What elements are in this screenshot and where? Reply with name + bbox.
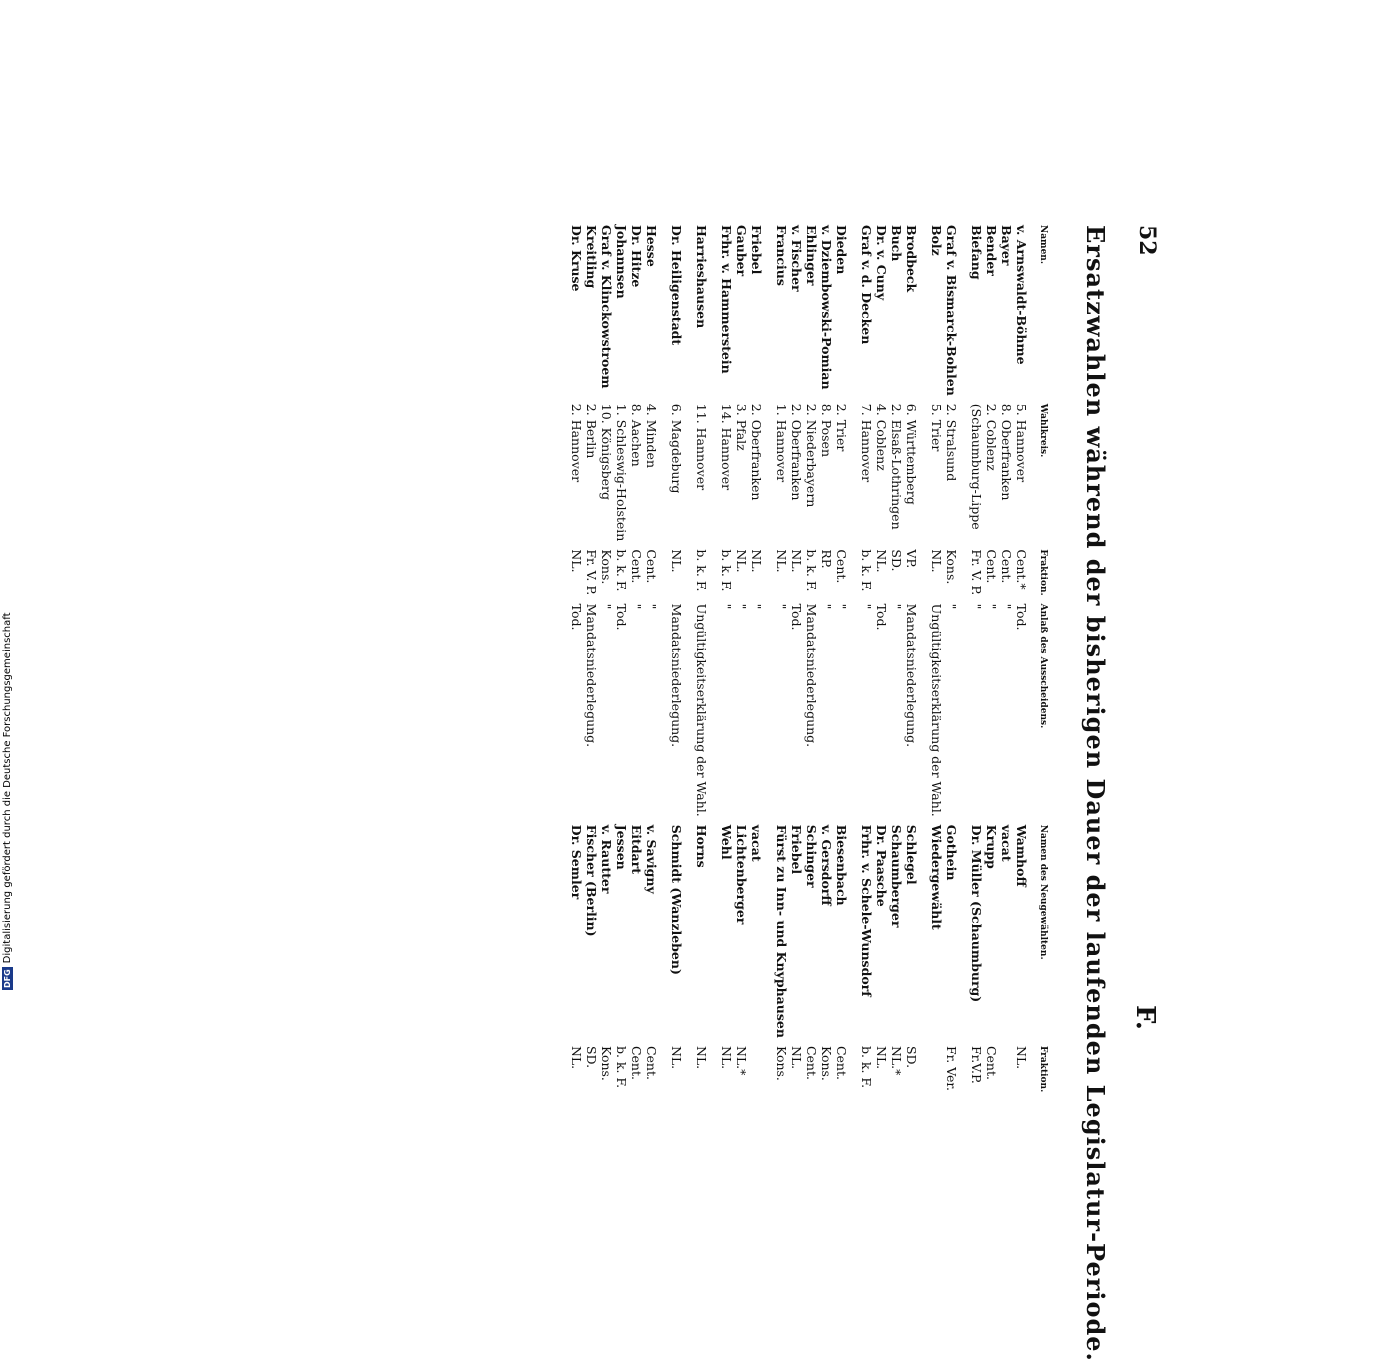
cell-neu: Schlegel [904, 824, 919, 885]
table-row [859, 225, 874, 1100]
cell-anlass: " [644, 603, 659, 610]
cell-name: Bayer [999, 225, 1014, 266]
cell-kreis: 2. Coblenz [984, 403, 999, 471]
cell-kreis: 8. Aachen [629, 403, 644, 467]
cell-kreis: 2. Oberfranken [749, 403, 764, 501]
cell-anlass: " [734, 603, 749, 610]
cell-name: Graf v. d. Decken [859, 225, 874, 345]
cell-name: Harrieshausen [694, 225, 709, 329]
cell-neu: v. Savigny [644, 824, 659, 894]
table-row [669, 225, 694, 1100]
cell-name: Graf v. Bismarck-Bohlen [944, 225, 959, 396]
cell-name: Brodbeck [904, 225, 919, 293]
cell-kreis: 2. Stralsund [944, 403, 959, 482]
header-fraktion-neu: Fraktion. [1038, 1045, 1048, 1093]
cell-fraktion2: NL. [874, 1045, 889, 1070]
cell-fraktion: NL. [749, 549, 764, 573]
cell-anlass: " [859, 603, 874, 610]
cell-anlass: " [944, 603, 959, 610]
cell-kreis: 1. Hannover [774, 403, 789, 483]
cell-fraktion2: Cent. [629, 1045, 644, 1080]
cell-anlass: Tod. [874, 603, 889, 631]
cell-kreis: 2. Trier [834, 403, 849, 452]
cell-neu: Wamhoff [1014, 824, 1029, 887]
cell-anlass: Mandatsniederlegung. [669, 603, 684, 748]
cell-neu: Lichtenberger [734, 824, 749, 925]
cell-fraktion2 [749, 1046, 774, 1100]
cell-neu: vacat [999, 824, 1014, 862]
footer-credit [2, 0, 13, 990]
table-row [789, 225, 804, 1100]
cell-fraktion: NL. [669, 549, 684, 573]
cell-anlass: " [774, 603, 789, 610]
cell-fraktion: Kons. [599, 549, 614, 585]
table-row [584, 225, 599, 1100]
rotated-page-content [270, 225, 1160, 1362]
cell-kreis: 6. Württemberg [904, 403, 919, 505]
cell-fraktion2: NL. [719, 1045, 734, 1070]
table-row [804, 225, 819, 1100]
header-fraktion: Fraktion. [1038, 549, 1048, 596]
page-number: 52 [1134, 225, 1160, 256]
cell-fraktion2: Kons. [599, 1045, 614, 1081]
header-neugewaehlt: Namen des Neugewählten. [1038, 824, 1048, 960]
cell-fraktion: NL. [734, 549, 749, 573]
table-row [889, 225, 904, 1100]
cell-fraktion: SD. [889, 549, 904, 572]
table-row [929, 225, 944, 1100]
cell-fraktion: b. k. F. [694, 549, 709, 592]
cell-name: Friebel [749, 225, 764, 275]
cell-neu: Dr. Müller (Schaumburg) [969, 824, 984, 1003]
cell-fraktion2: SD. [904, 1045, 919, 1069]
cell-kreis: 5. Trier [929, 403, 944, 452]
cell-name: v. Dziembowski-Pomian [819, 225, 834, 390]
cell-name: Dr. v. Cuny [874, 225, 889, 301]
section-letter: F. [1130, 1005, 1160, 1030]
cell-fraktion: Cent. [629, 549, 644, 584]
footer-text: Digitalisierung gefördert durch die Deutsche Forschungsgemeinschaft [2, 612, 13, 964]
cell-anlass: Tod. [1014, 603, 1029, 631]
cell-kreis: 7. Hannover [859, 403, 874, 483]
table-row [944, 225, 969, 1100]
cell-anlass: " [749, 603, 764, 610]
cell-anlass: Mandatsniederlegung. [904, 603, 919, 748]
table-row [629, 225, 644, 1100]
cell-neu: Fischer (Berlin) [584, 824, 599, 937]
cell-neu: Jessen [614, 824, 629, 870]
cell-fraktion: b. k. F. [859, 549, 874, 592]
cell-neu: Wiedergewählt [929, 824, 944, 930]
cell-neu: Gothein [944, 824, 959, 881]
cell-neu: Eitdart [629, 824, 644, 875]
cell-kreis: 4. Minden [644, 403, 659, 468]
cell-name: Biefang [969, 225, 984, 280]
cell-fraktion2: Kons. [774, 1045, 789, 1081]
cell-anlass: " [969, 603, 984, 610]
cell-kreis: 6. Magdeburg [669, 403, 684, 494]
table-row [694, 225, 719, 1100]
cell-fraktion: NL. [774, 549, 789, 573]
cell-fraktion: NL. [789, 549, 804, 573]
cell-neu: Frhr. v. Schele-Wunsdorf [859, 824, 874, 997]
table-row [874, 225, 889, 1100]
table-row [834, 225, 859, 1100]
cell-kreis: 4. Coblenz [874, 403, 889, 471]
table-row [569, 225, 584, 1100]
cell-anlass: Mandatsniederlegung. [804, 603, 819, 748]
cell-neu: v. Rautter [599, 824, 614, 894]
cell-anlass: " [999, 603, 1014, 610]
table-row [984, 225, 999, 1100]
cell-name: Bolz [929, 225, 944, 256]
cell-kreis: 2. Elsaß-Lothringen [889, 403, 904, 530]
cell-name: Kreitling [584, 225, 599, 289]
table-row [749, 225, 774, 1100]
table-row [719, 225, 734, 1100]
table-row [819, 225, 834, 1100]
cell-fraktion2 [929, 1046, 944, 1100]
cell-neu: Schinger [804, 824, 819, 888]
cell-name: Buch [889, 225, 904, 262]
cell-name: Frhr. v. Hammerstein [719, 225, 734, 374]
cell-name: Dr. Kruse [569, 225, 584, 292]
cell-neu: v. Gersdorff [819, 824, 834, 906]
cell-fraktion2: NL.* [734, 1045, 749, 1076]
cell-fraktion: b. k. F. [614, 549, 629, 592]
cell-fraktion: NL. [569, 549, 584, 573]
cell-fraktion2: Kons. [819, 1045, 834, 1081]
cell-fraktion: Cent. [999, 549, 1014, 584]
table-row [1014, 225, 1029, 1100]
cell-neu: Schmidt (Wanzleben) [669, 824, 684, 975]
cell-fraktion2: NL. [694, 1045, 709, 1070]
cell-anlass: Tod. [614, 603, 629, 631]
cell-fraktion: RP. [819, 549, 834, 569]
cell-fraktion: Cent. [834, 549, 849, 584]
cell-anlass: Mandatsniederlegung. [584, 603, 599, 748]
cell-fraktion: Fr. V. P. [584, 549, 599, 596]
cell-name: Johannsen [614, 225, 629, 299]
cell-neu: vacat [749, 824, 764, 862]
cell-kreis: 2. Oberfranken [789, 403, 804, 501]
cell-kreis: 8. Oberfranken [999, 403, 1014, 501]
cell-neu: Wehl [719, 824, 734, 860]
cell-anlass: Tod. [789, 603, 804, 631]
cell-fraktion2: NL. [569, 1045, 584, 1070]
cell-kreis: 3. Pfalz [734, 403, 749, 451]
cell-fraktion2: Fr. Ver. [944, 1045, 959, 1092]
cell-fraktion2: NL. [789, 1045, 804, 1070]
cell-name: Gauber [734, 225, 749, 277]
table-row [644, 225, 669, 1100]
cell-fraktion2: b. k. F. [614, 1045, 629, 1089]
cell-neu: Horns [694, 824, 709, 868]
cell-anlass: " [629, 603, 644, 610]
cell-fraktion2: Cent. [804, 1045, 819, 1080]
dfg-logo: DFG [3, 969, 12, 988]
cell-anlass: " [834, 603, 849, 610]
cell-name: Ehlinger [804, 225, 819, 286]
cell-name: Hesse [644, 225, 659, 267]
cell-fraktion: b. k. F. [719, 549, 734, 592]
cell-kreis: 10. Königsberg [599, 403, 614, 501]
cell-kreis: 11. Hannover [694, 403, 709, 491]
table-row [734, 225, 749, 1100]
cell-anlass: " [599, 603, 614, 610]
cell-name: v. Arnswaldt-Böhme [1014, 225, 1029, 365]
cell-fraktion2: NL. [1014, 1045, 1029, 1070]
cell-fraktion2: Cent. [834, 1045, 849, 1080]
cell-kreis: 1. Schleswig-Holstein [614, 403, 629, 542]
cell-anlass: " [819, 603, 834, 610]
header-wahlkreis: Wahlkreis. [1038, 403, 1048, 458]
cell-neu: Friebel [789, 824, 804, 875]
cell-fraktion: NL. [874, 549, 889, 573]
cell-kreis: 14. Hannover [719, 403, 734, 491]
cell-fraktion2: Fr.V.P. [969, 1045, 984, 1084]
cell-name: Dieden [834, 225, 849, 275]
cell-name: Dr. Heiligenstadt [669, 225, 684, 346]
cell-anlass: Ungültigkeitserklärung der Wahl. [929, 603, 944, 817]
cell-fraktion2: SD. [584, 1045, 599, 1069]
cell-anlass: " [719, 603, 734, 610]
cell-anlass: Ungültigkeitserklärung der Wahl. [694, 603, 709, 817]
election-table [569, 225, 1050, 1100]
cell-fraktion: Cent. [644, 549, 659, 584]
cell-name: Dr. Hitze [629, 225, 644, 288]
cell-name: Graf v. Klinckowstroem [599, 225, 614, 389]
cell-kreis: 8. Posen [819, 403, 834, 457]
cell-neu: Biesenbach [834, 824, 849, 906]
table-row [969, 225, 984, 1100]
cell-kreis: 2. Niederbayern [804, 403, 819, 508]
cell-fraktion: Fr. V. P. [969, 549, 984, 596]
table-row [774, 225, 789, 1100]
cell-kreis: 5. Hannover [1014, 403, 1029, 483]
cell-kreis: 2. Berlin [584, 403, 599, 459]
cell-fraktion: VP. [904, 549, 919, 569]
cell-fraktion: Cent.* [1014, 549, 1029, 590]
cell-name: Francius [774, 225, 789, 286]
cell-neu: Dr. Semler [569, 824, 584, 900]
cell-fraktion: b. k. F. [804, 549, 819, 592]
cell-fraktion2 [999, 1046, 1014, 1100]
table-row [999, 225, 1014, 1100]
header-anlass: Anlaß des Ausscheidens. [1038, 603, 1048, 729]
cell-neu: Schaumberger [889, 824, 904, 928]
cell-neu: Krupp [984, 824, 999, 869]
cell-fraktion: Kons. [944, 549, 959, 585]
cell-anlass: " [889, 603, 904, 610]
cell-fraktion2: NL.* [889, 1045, 904, 1076]
page-title: Ersatzwahlen während der bisherigen Dauer der laufenden Legislatur-Periode. [1081, 225, 1110, 1362]
header-name: Namen. [1038, 225, 1048, 264]
cell-fraktion2: NL. [669, 1045, 684, 1070]
cell-anlass: " [984, 603, 999, 610]
table-row [599, 225, 614, 1100]
table-row [904, 225, 929, 1100]
cell-neu: Dr. Paasche [874, 824, 889, 907]
cell-fraktion2: Cent. [644, 1045, 659, 1080]
cell-fraktion: Cent. [984, 549, 999, 584]
cell-neu: Fürst zu Inn- und Knyphausen [774, 824, 789, 1038]
table-header-row [1029, 225, 1050, 1100]
cell-fraktion: NL. [929, 549, 944, 573]
cell-kreis: (Schaumburg-Lippe [969, 403, 984, 530]
cell-name: Bender [984, 225, 999, 276]
cell-fraktion2: b. k. F. [859, 1045, 874, 1089]
table-row [614, 225, 629, 1100]
cell-name: v. Fischer [789, 225, 804, 292]
cell-anlass: Tod. [569, 603, 584, 631]
cell-fraktion2: Cent. [984, 1045, 999, 1080]
cell-kreis: 2. Hannover [569, 403, 584, 483]
